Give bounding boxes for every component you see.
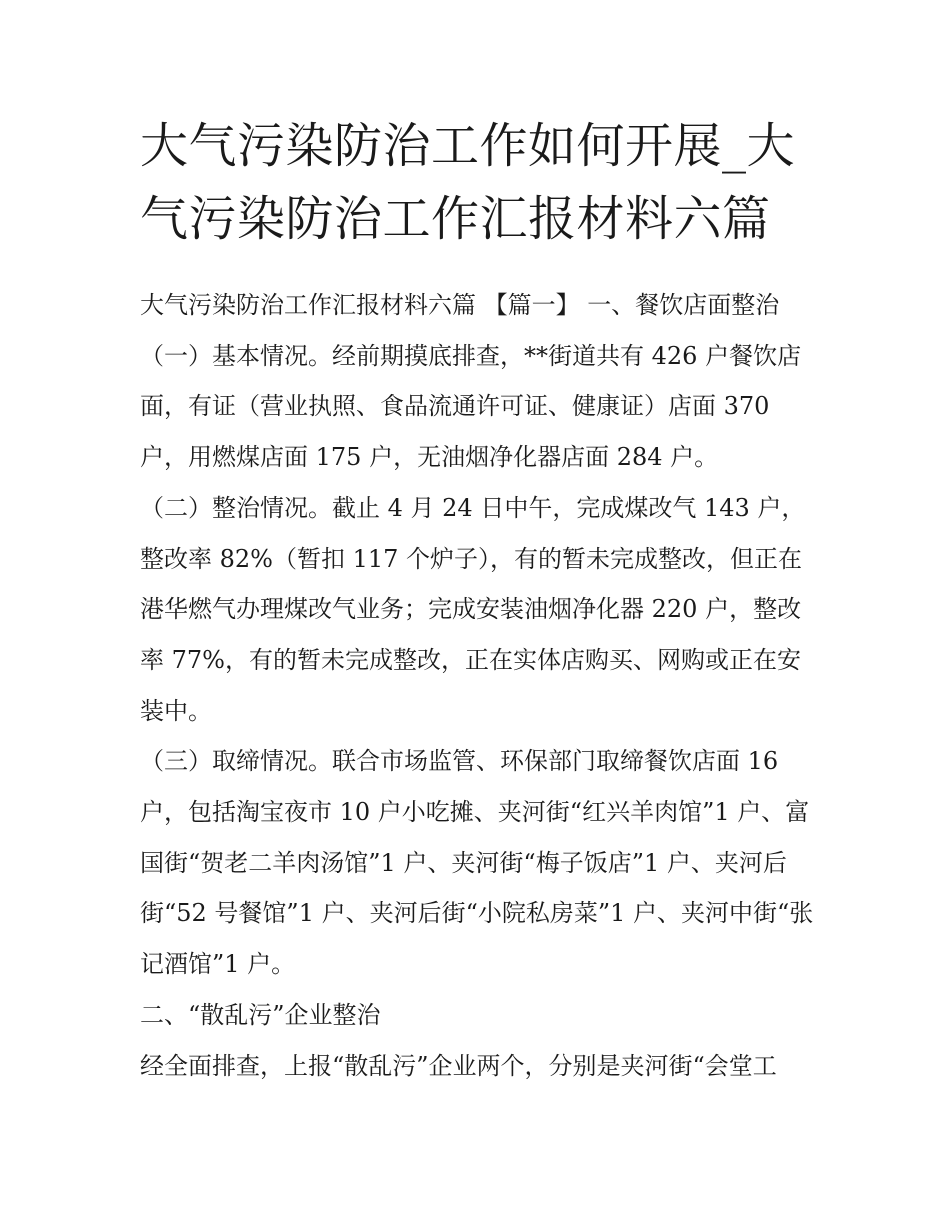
paragraph-basic-situation: （一）基本情况。经前期摸底排查，**街道共有 426 户餐饮店面，有证（营业执照、食品流通许可证、健康证）店面 370 户，用燃煤店面 175 户，无油烟净化器店面 284 户。	[140, 341, 802, 472]
document-title: 大气污染防治工作如何开展_大气污染防治工作汇报材料六篇	[140, 118, 796, 247]
paragraph-bans: （三）取缔情况。联合市场监管、环保部门取缔餐饮店面 16 户，包括淘宝夜市 10 户小吃摊、夹河街“红兴羊肉馆”1 户、富国街“贺老二羊肉汤馆”1 户、夹河街“梅子饭店”1 户、夹河后街“52 号餐馆”1 户、夹河后街“小院私房菜”1 户、夹河中街“张记酒馆”1 户。	[140, 747, 814, 979]
paragraph-intro: 大气污染防治工作汇报材料六篇 【篇一】 一、餐饮店面整治	[140, 291, 780, 319]
document-body	[140, 280, 820, 1091]
paragraph-rectification: （二）整治情况。截止 4 月 24 日中午，完成煤改气 143 户，整改率 82%（暂扣 117 个炉子），有的暂未完成整改，但正在港华燃气办理煤改气业务；完成安装油烟净化器 220 户，整改率 77%，有的暂未完成整改，正在实体店购买、网购或正在安装中。	[140, 493, 806, 725]
section-heading-enterprises: 二、“散乱污”企业整治	[140, 1000, 381, 1029]
paragraph-enterprises: 经全面排查，上报“散乱污”企业两个，分别是夹河街“会堂工	[140, 1051, 777, 1080]
